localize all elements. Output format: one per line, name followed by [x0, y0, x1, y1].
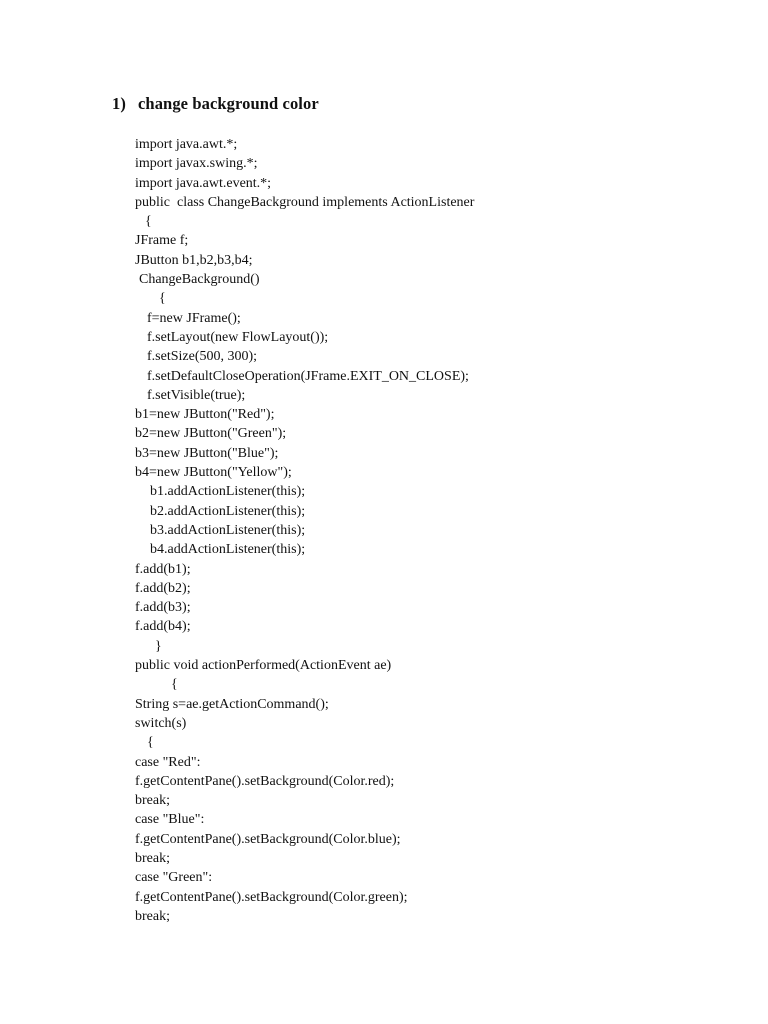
code-line: case "Blue": [135, 812, 205, 828]
code-line: import java.awt.event.*; [135, 175, 272, 191]
code-line: f.setDefaultCloseOperation(JFrame.EXIT_ON_CLOSE); [147, 368, 469, 384]
code-line: f.setSize(500, 300); [147, 349, 258, 365]
code-line: public void actionPerformed(ActionEvent ae) [135, 658, 392, 674]
code-line: b3=new JButton("Blue"); [135, 445, 279, 461]
code-line: ChangeBackground() [139, 272, 260, 288]
code-line: f.getContentPane().setBackground(Color.red); [135, 773, 395, 789]
code-line: b2.addActionListener(this); [150, 503, 306, 519]
code-line: public class ChangeBackground implements ActionListener [135, 194, 475, 210]
code-line: b4=new JButton("Yellow"); [135, 465, 292, 481]
code-line: b1=new JButton("Red"); [135, 407, 275, 423]
code-line: f.add(b1); [135, 561, 191, 577]
section-number: 1) [112, 94, 126, 113]
code-line: case "Red": [135, 754, 201, 770]
code-line: b3.addActionListener(this); [150, 522, 306, 538]
code-line: b1.addActionListener(this); [150, 484, 306, 500]
code-line: } [155, 638, 162, 654]
code-line: f.add(b2); [135, 580, 191, 596]
code-line: case "Green": [135, 870, 213, 886]
code-line: String s=ae.getActionCommand(); [135, 696, 329, 712]
code-line: f.add(b4); [135, 619, 191, 635]
code-line: { [147, 735, 154, 751]
code-line: JFrame f; [135, 233, 189, 249]
code-line: f.setVisible(true); [147, 387, 246, 403]
code-line: { [171, 677, 178, 693]
code-line: break; [135, 908, 170, 924]
section-heading [112, 94, 319, 114]
code-line: f.add(b3); [135, 600, 191, 616]
code-line: { [145, 214, 152, 230]
code-line: import java.awt.*; [135, 137, 238, 152]
code-line: f=new JFrame(); [147, 310, 241, 326]
code-line: JButton b1,b2,b3,b4; [135, 252, 253, 268]
code-line: { [159, 291, 166, 307]
code-line: b2=new JButton("Green"); [135, 426, 287, 442]
code-listing [0, 135, 474, 926]
section-title: change background color [138, 94, 319, 113]
code-line: switch(s) [135, 715, 187, 731]
code-line: break; [135, 793, 170, 809]
code-line: f.getContentPane().setBackground(Color.green); [135, 889, 408, 905]
code-line: import javax.swing.*; [135, 156, 258, 172]
code-line: f.setLayout(new FlowLayout()); [147, 329, 329, 345]
code-line: b4.addActionListener(this); [150, 542, 306, 558]
code-line: break; [135, 850, 170, 866]
code-line: f.getContentPane().setBackground(Color.blue); [135, 831, 401, 847]
